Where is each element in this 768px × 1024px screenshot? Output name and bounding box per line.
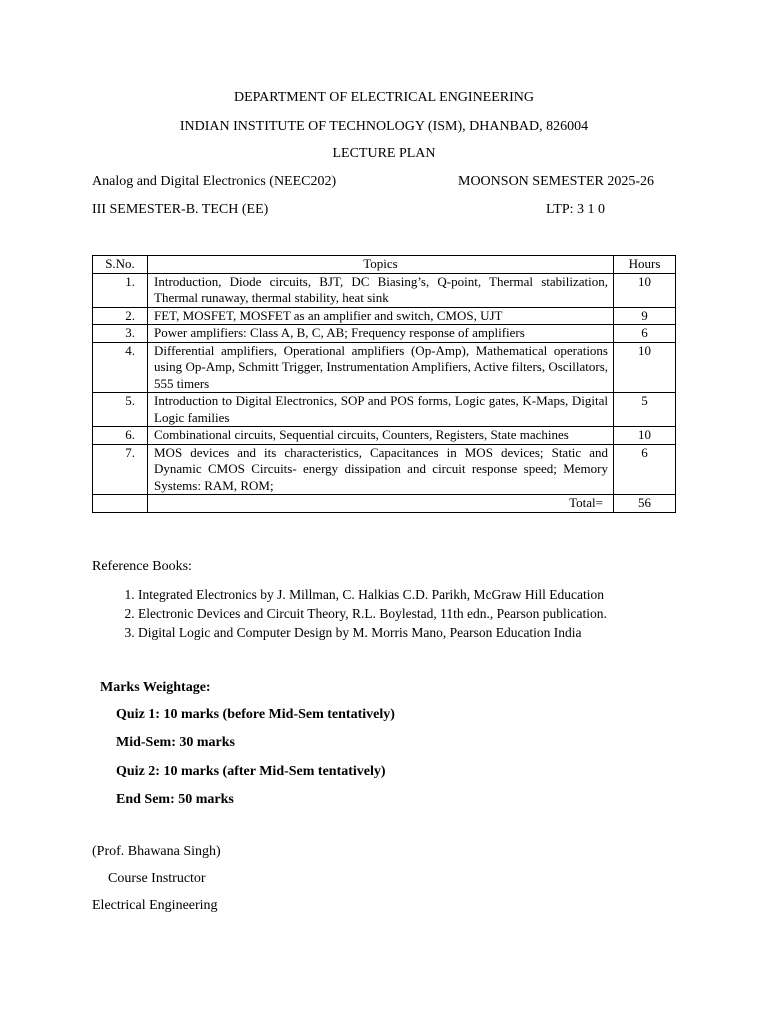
instructor-role: Course Instructor — [108, 871, 206, 886]
table-row — [93, 273, 676, 307]
row-topic: MOS devices and its characteristics, Capacitances in MOS devices; Static and Dynamic CMOS Circuits- energy dissipation and circuit response speed; Memory Systems: RAM, ROM; — [148, 444, 614, 495]
row-topic: FET, MOSFET, MOSFET as an amplifier and switch, CMOS, UJT — [148, 307, 614, 325]
references-heading: Reference Books: — [92, 559, 192, 574]
row-hours: 10 — [614, 273, 676, 307]
row-topic: Differential amplifiers, Operational amplifiers (Op-Amp), Mathematical operations using Op-Amp, Schmitt Trigger, Instrumentation Amplifiers, Active filters, Oscillators, 555 timers — [148, 342, 614, 393]
row-topic: Combinational circuits, Sequential circuits, Counters, Registers, State machines — [148, 427, 614, 445]
instructor-name: (Prof. Bhawana Singh) — [92, 844, 221, 859]
header-topics: Topics — [148, 256, 614, 274]
reference-item: 1. Integrated Electronics by J. Millman, C. Halkias C.D. Parikh, McGraw Hill Education — [138, 585, 607, 604]
marks-quiz2: Quiz 2: 10 marks (after Mid-Sem tentatively) — [116, 764, 386, 779]
row-hours: 6 — [614, 325, 676, 343]
table-row — [93, 325, 676, 343]
row-sno: 7. — [93, 444, 148, 495]
program-semester: III SEMESTER-B. TECH (EE) — [92, 202, 269, 217]
row-hours: 6 — [614, 444, 676, 495]
lecture-plan-table — [92, 255, 676, 513]
row-hours: 5 — [614, 393, 676, 427]
reference-item: 2. Electronic Devices and Circuit Theory, R.L. Boylestad, 11th edn., Pearson publication. — [138, 604, 607, 623]
table-row — [93, 393, 676, 427]
row-sno: 1. — [93, 273, 148, 307]
table-row — [93, 342, 676, 393]
total-value: 56 — [614, 495, 676, 513]
table-row — [93, 427, 676, 445]
row-topic: Power amplifiers: Class A, B, C, AB; Frequency response of amplifiers — [148, 325, 614, 343]
row-topic: Introduction, Diode circuits, BJT, DC Biasing’s, Q-point, Thermal stabilization, Thermal runaway, thermal stability, heat sink — [148, 273, 614, 307]
row-sno: 6. — [93, 427, 148, 445]
row-sno: 2. — [93, 307, 148, 325]
ltp-value: LTP: 3 1 0 — [546, 202, 605, 217]
row-sno: 5. — [93, 393, 148, 427]
reference-item: 3. Digital Logic and Computer Design by M. Morris Mano, Pearson Education India — [138, 623, 607, 642]
instructor-department: Electrical Engineering — [92, 898, 218, 913]
marks-heading: Marks Weightage: — [100, 680, 211, 695]
total-empty-cell — [93, 495, 148, 513]
row-hours: 9 — [614, 307, 676, 325]
table-row — [93, 307, 676, 325]
table-total-row — [93, 495, 676, 513]
row-sno: 4. — [93, 342, 148, 393]
total-label: Total= — [148, 495, 614, 513]
marks-endsem: End Sem: 50 marks — [116, 792, 234, 807]
marks-midsem: Mid-Sem: 30 marks — [116, 735, 235, 750]
row-hours: 10 — [614, 342, 676, 393]
header-hours: Hours — [614, 256, 676, 274]
department-heading: DEPARTMENT OF ELECTRICAL ENGINEERING — [233, 90, 535, 105]
header-sno: S.No. — [93, 256, 148, 274]
references-list — [116, 585, 607, 642]
marks-quiz1: Quiz 1: 10 marks (before Mid-Sem tentatively) — [116, 707, 395, 722]
row-hours: 10 — [614, 427, 676, 445]
row-sno: 3. — [93, 325, 148, 343]
row-topic: Introduction to Digital Electronics, SOP and POS forms, Logic gates, K-Maps, Digital Logic families — [148, 393, 614, 427]
table-header-row — [93, 256, 676, 274]
document-title: LECTURE PLAN — [332, 146, 436, 161]
course-name: Analog and Digital Electronics (NEEC202) — [92, 174, 337, 189]
table-row — [93, 444, 676, 495]
semester-session: MOONSON SEMESTER 2025-26 — [458, 174, 655, 189]
institute-heading: INDIAN INSTITUTE OF TECHNOLOGY (ISM), DHANBAD, 826004 — [179, 119, 589, 134]
